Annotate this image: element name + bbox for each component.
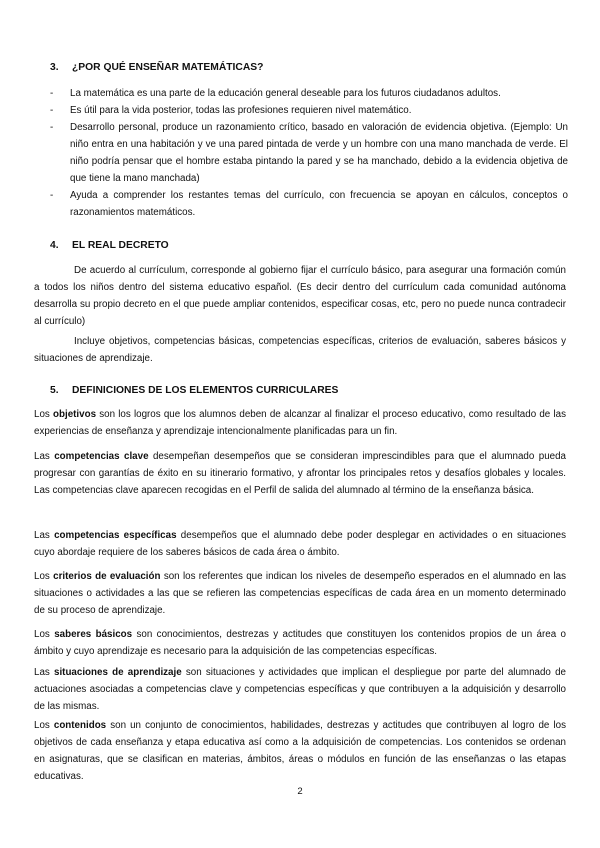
section-4-heading: [50, 240, 169, 251]
section-5-number: 5.: [50, 385, 59, 396]
definition-contenidos: Los contenidos son un conjunto de conocimientos, habilidades, destrezas y actitudes que contribuyen al logro de los objetivos de cada enseñanza y etapa educativa así como a la adquisición de competencias. Los contenidos se ordenan en asignaturas, que se clasifican en materias, ámbitos, áreas o módulos en función de las enseñanzas o las etapas educativas.: [34, 720, 566, 782]
term-competencias-especificas: competencias específicas: [54, 530, 177, 541]
definition-competencias-clave: Las competencias clave desempeñan desempeños que se consideran imprescindibles para que el alumnado pueda progresar con garantías de éxito en su itinerario formativo, y afrontar los principales retos y desafíos globales y locales. Las competencias clave aparecen recogidas en el Perfil de salida del alumnado al término de la enseñanza básica.: [34, 451, 566, 496]
dash-bullet: -: [50, 190, 54, 201]
real-decreto-elements-paragraph: Incluye objetivos, competencias básicas, competencias específicas, criterios de evaluación, saberes básicos y situaciones de aprendizaje.: [34, 336, 566, 364]
definition-situaciones-aprendizaje: Las situaciones de aprendizaje son situaciones y actividades que implican el despliegue por parte del alumnado de actuaciones asociadas a competencias clave y competencias específicas y que contribuyen a la adquisición y desarrollo de las mismas.: [34, 667, 566, 712]
term-objetivos: objetivos: [53, 409, 97, 420]
term-competencias-clave: competencias clave: [54, 451, 149, 462]
section-4-title: EL REAL DECRETO: [72, 240, 169, 251]
term-saberes-basicos: saberes básicos: [54, 629, 133, 640]
definition-criterios-evaluacion: Los criterios de evaluación son los referentes que indican los niveles de desempeño esperados en el alumnado en las situaciones o actividades a las que se refieren las competencias específicas de cada área en un momento determinado de su proceso de aprendizaje.: [34, 571, 566, 616]
bullet-text: Ayuda a comprender los restantes temas del currículo, con frecuencia se apoyan en cálculos, conceptos o razonamientos matemáticos.: [70, 190, 568, 218]
bullet-text: La matemática es una parte de la educación general deseable para los futuros ciudadanos adultos.: [70, 88, 501, 99]
bullet-text: Desarrollo personal, produce un razonamiento crítico, basado en valoración de evidencia objetiva. (Ejemplo: Un niño entra en una habitación y ve una pared pintada de verde y un hombre con una mano manchada de verde. El niño podría pensar que el hombre estaba pintando la pared y se ha manchado, debido a la evidencia objetiva de que tiene la mano manchada): [70, 122, 568, 184]
bullet-item: [50, 85, 568, 102]
page-number: 2: [297, 786, 303, 797]
section-4-number: 4.: [50, 240, 59, 251]
section-5-title: DEFINICIONES DE LOS ELEMENTOS CURRICULARES: [72, 385, 339, 396]
real-decreto-paragraph: De acuerdo al currículum, corresponde al gobierno fijar el currículo básico, para asegurar una formación común a todos los niños dentro del sistema educativo español. (Es decir dentro del currículum cada comunidad autónoma desarrolla su propio decreto en el que puede ampliar contenidos, especificar cosas, etc, pero no puede nunca contradecir al currículo): [34, 265, 566, 327]
section-5-heading: [50, 385, 338, 396]
definition-objetivos: Los objetivos son los logros que los alumnos deben de alcanzar al finalizar el proceso educativo, como resultado de las experiencias de enseñanza y aprendizaje intencionalmente planificadas para un fin.: [34, 409, 566, 437]
definition-competencias-especificas: Las competencias específicas desempeños que el alumnado debe poder desplegar en actividades o en situaciones cuyo abordaje requiere de los saberes básicos de cada área o ámbito.: [34, 530, 566, 558]
bullet-item: [50, 187, 568, 221]
bullet-item: [50, 102, 568, 119]
dash-bullet: -: [50, 122, 54, 133]
term-situaciones-aprendizaje: situaciones de aprendizaje: [54, 667, 182, 678]
term-criterios-evaluacion: criterios de evaluación: [53, 571, 161, 582]
term-contenidos: contenidos: [53, 720, 107, 731]
section-3-title: ¿POR QUÉ ENSEÑAR MATEMÁTICAS?: [72, 62, 264, 73]
section-3-heading: [50, 62, 263, 73]
dash-bullet: -: [50, 105, 54, 116]
bullet-text: Es útil para la vida posterior, todas las profesiones requieren nivel matemático.: [70, 105, 412, 116]
dash-bullet: -: [50, 88, 54, 99]
definition-saberes-basicos: Los saberes básicos son conocimientos, destrezas y actitudes que constituyen los contenidos propios de un área o ámbito y cuyo aprendizaje es necesario para la adquisición de las competencias específicas.: [34, 629, 566, 657]
bullet-item: [50, 119, 568, 187]
section-3-number: 3.: [50, 62, 59, 73]
